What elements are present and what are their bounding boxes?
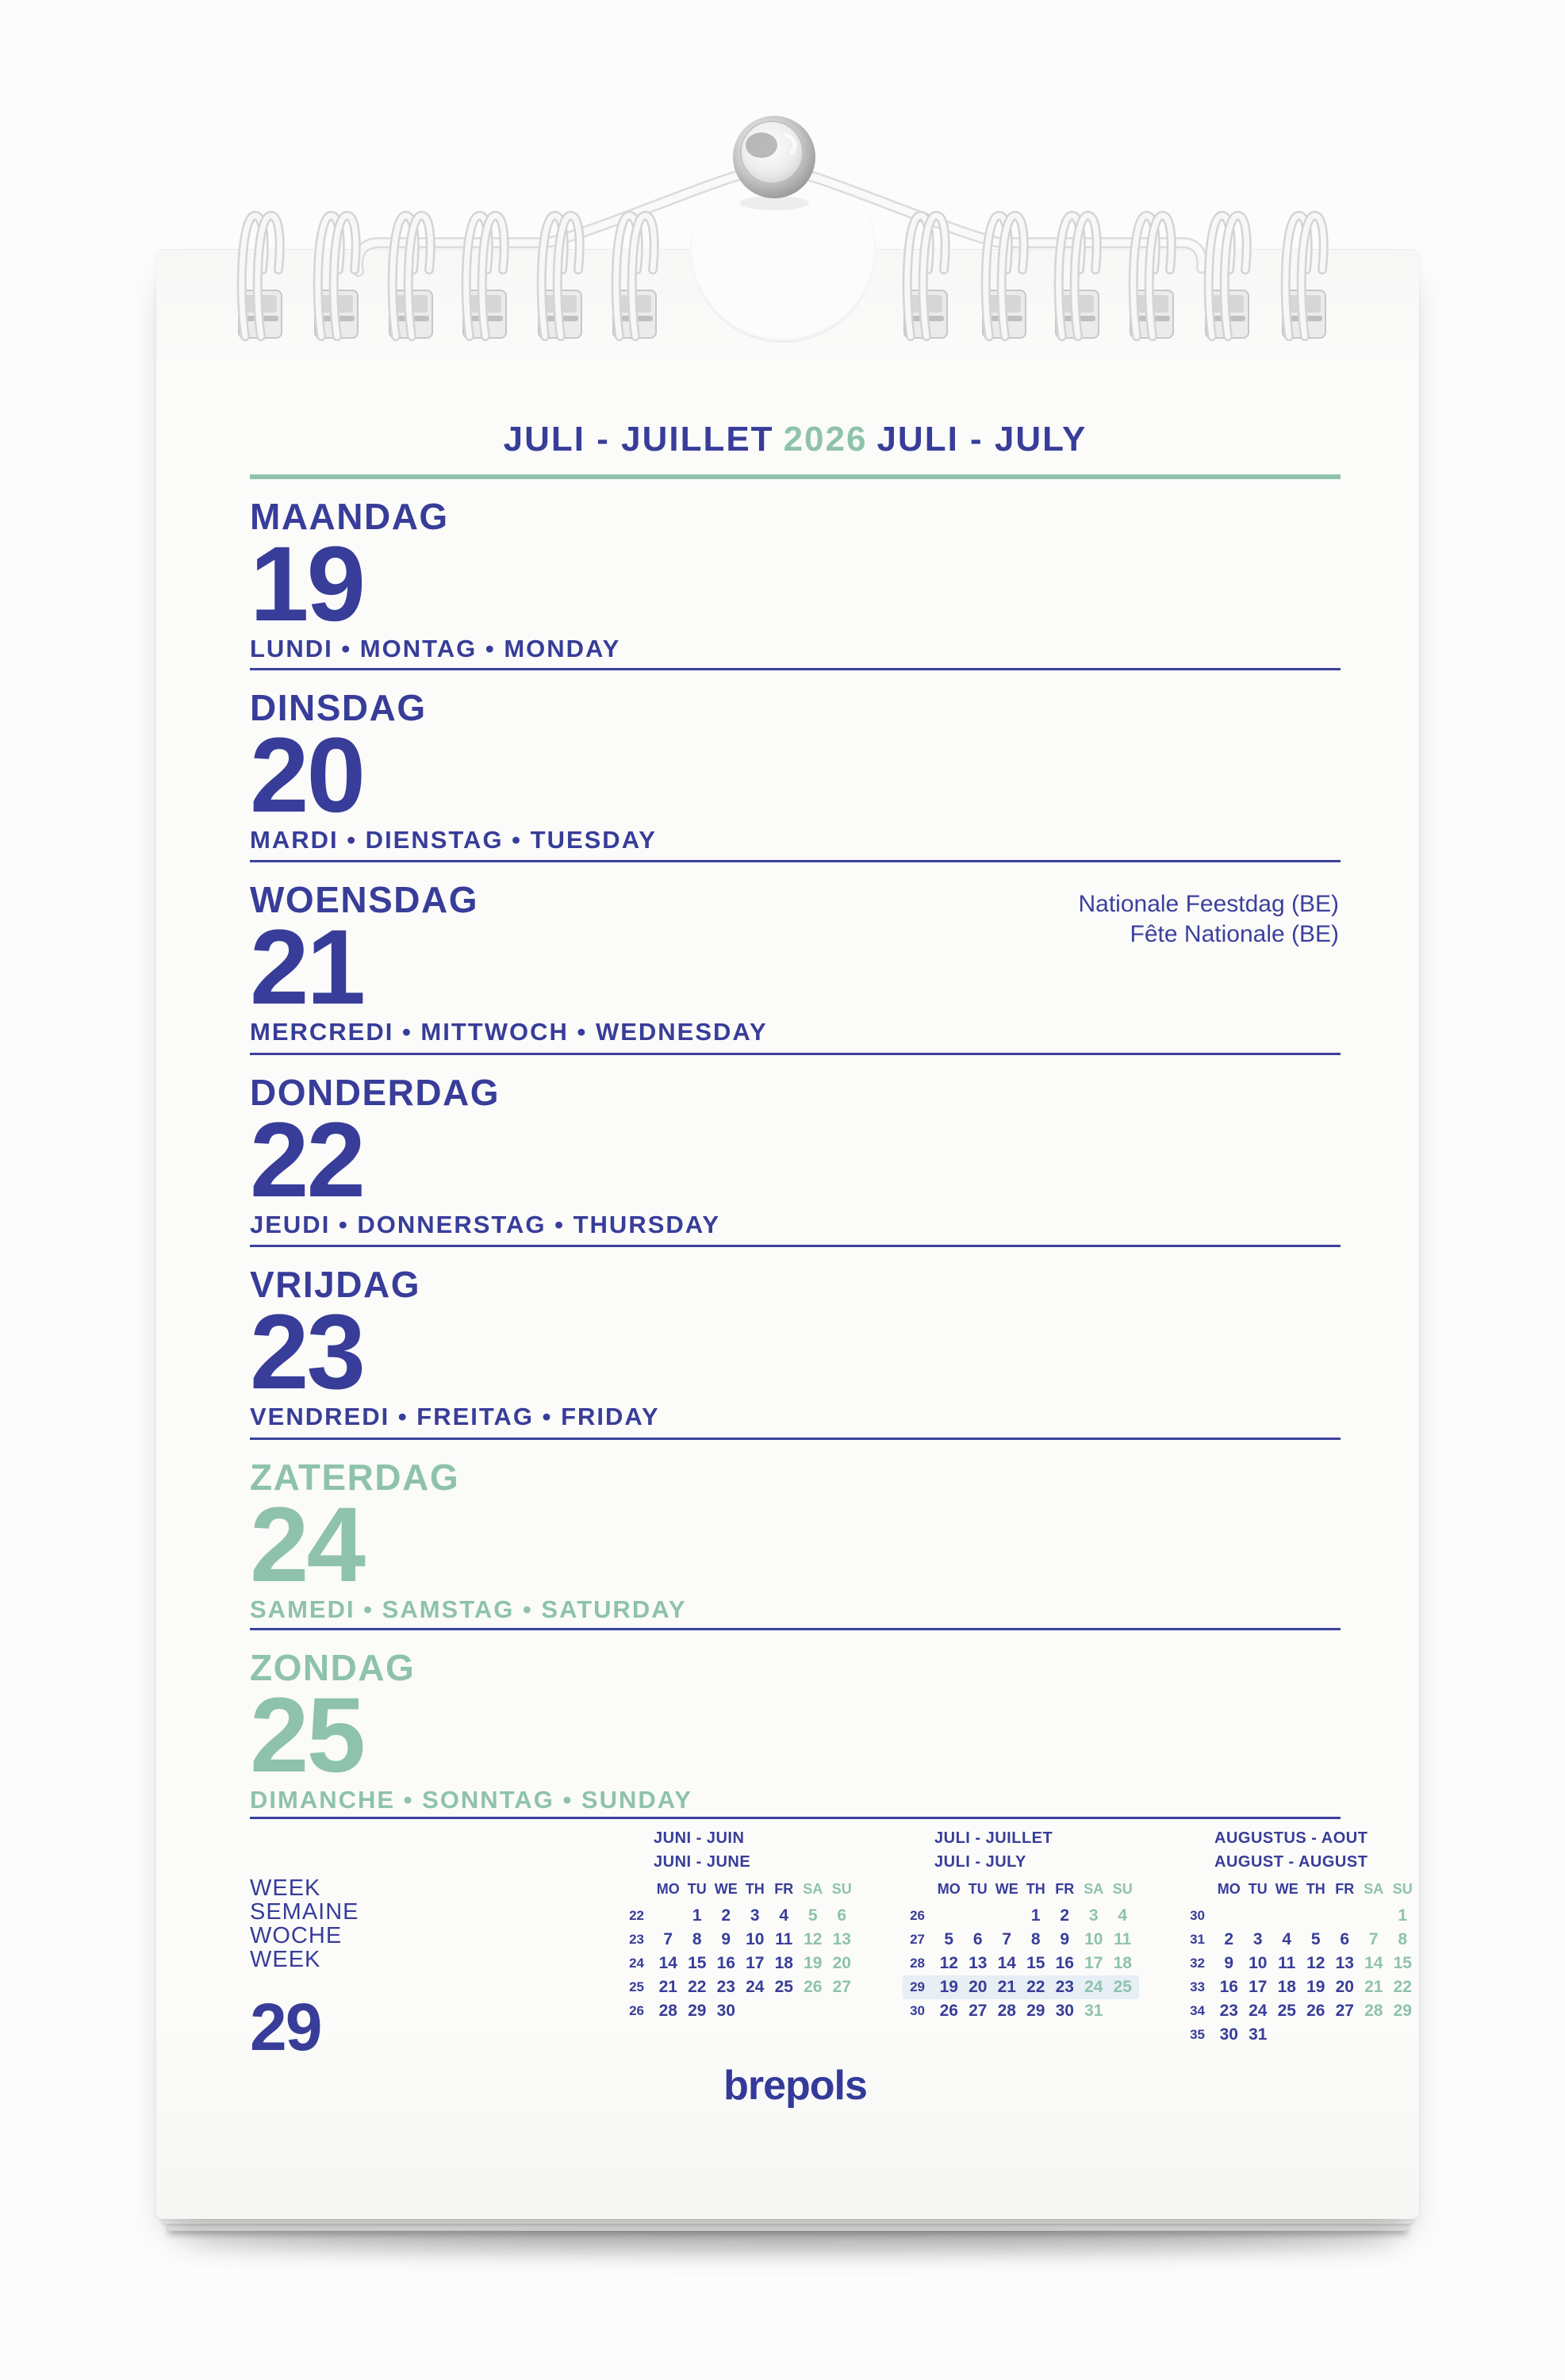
day-name: DINSDAG <box>250 687 427 728</box>
mini-date-cell: 21 <box>658 1978 677 1996</box>
mini-date-cell: 25 <box>774 1978 793 1996</box>
day-number: 19 <box>250 525 364 643</box>
mini-date-cell: 31 <box>1084 2002 1103 2020</box>
mini-week-row-22 <box>622 1904 858 1928</box>
mini-date-cell: 26 <box>804 1978 823 1996</box>
spiral-binding <box>0 0 1565 428</box>
week-panel <box>250 1876 359 2066</box>
day-name: DONDERDAG <box>250 1072 501 1113</box>
mini-day-header: FR <box>1055 1881 1075 1897</box>
mini-date-cell <box>1272 2023 1302 2047</box>
mini-date-cell <box>1108 1999 1137 2023</box>
day-translations: JEUDI • DONNERSTAG • THURSDAY <box>250 1211 720 1238</box>
mini-day-header: TH <box>1306 1881 1325 1897</box>
day-row-donderdag <box>250 1055 1341 1247</box>
week-label: WEEK <box>250 1875 321 1901</box>
day-name: ZONDAG <box>250 1647 416 1688</box>
mini-date-cell <box>1360 2023 1389 2047</box>
mini-date-cell <box>934 1904 964 1928</box>
mini-calendar-july <box>903 1826 1139 2023</box>
mini-date-cell: 17 <box>746 1954 765 1972</box>
mini-day-header: SA <box>1364 1881 1384 1897</box>
day-number: 21 <box>250 908 364 1027</box>
mini-title-line1: JUNI - JUIN <box>654 1829 745 1847</box>
mini-date-cell: 2 <box>1224 1930 1234 1948</box>
mini-date-cell: 27 <box>1335 2002 1354 2020</box>
mini-week-row-35 <box>1183 2023 1419 2047</box>
mini-date-cell <box>1272 1904 1302 1928</box>
mini-date-cell: 31 <box>1249 2025 1268 2044</box>
mini-date-cell: 15 <box>1393 1954 1412 1972</box>
mini-date-cell: 19 <box>804 1954 823 1972</box>
mini-date-cell: 22 <box>688 1978 707 1996</box>
mini-date-cell: 8 <box>1398 1930 1408 1948</box>
mini-day-header: SA <box>1084 1881 1104 1897</box>
day-translations: MARDI • DIENSTAG • TUESDAY <box>250 826 657 854</box>
mini-date-cell: 1 <box>1030 1906 1041 1925</box>
mini-day-header: MO <box>1217 1881 1241 1897</box>
mini-date-cell: 29 <box>1026 2002 1045 2020</box>
week-label: SEMAINE <box>250 1899 359 1925</box>
mini-week-number: 35 <box>1190 2027 1205 2042</box>
mini-date-cell: 13 <box>969 1954 988 1972</box>
mini-date-cell: 28 <box>658 2002 677 2020</box>
week-labels <box>250 1876 359 1971</box>
day-number: 20 <box>250 716 364 835</box>
day-name: MAANDAG <box>250 496 449 537</box>
mini-date-cell: 20 <box>1335 1978 1354 1996</box>
mini-week-number: 28 <box>910 1956 925 1971</box>
mini-date-cell <box>964 1904 993 1928</box>
mini-date-cell: 27 <box>969 2002 988 2020</box>
day-row-zaterdag <box>250 1440 1341 1630</box>
mini-date-cell <box>741 1999 770 2023</box>
mini-day-header: WE <box>995 1881 1018 1897</box>
day-number: 24 <box>250 1486 364 1604</box>
push-pin <box>733 116 815 210</box>
mini-date-cell: 21 <box>1364 1978 1383 1996</box>
mini-date-cell <box>1360 1904 1389 1928</box>
month-title-right: JULI - JULY <box>876 420 1087 459</box>
mini-date-cell: 22 <box>1393 1978 1412 1996</box>
mini-date-cell: 12 <box>939 1954 958 1972</box>
mini-date-cell: 28 <box>1364 2002 1383 2020</box>
mini-date-cell: 3 <box>1252 1930 1263 1948</box>
mini-date-cell: 13 <box>832 1930 851 1948</box>
mini-date-cell: 18 <box>1113 1954 1132 1972</box>
mini-week-number: 32 <box>1190 1956 1205 1971</box>
mini-date-cell: 17 <box>1084 1954 1103 1972</box>
mini-date-cell: 26 <box>1306 2002 1325 2020</box>
mini-day-header: WE <box>714 1881 738 1897</box>
mini-calendar-august <box>1183 1826 1419 2047</box>
mini-date-cell: 2 <box>721 1906 731 1925</box>
mini-week-number: 29 <box>910 1979 925 1994</box>
mini-date-cell: 5 <box>944 1930 954 1948</box>
mini-date-cell <box>1214 1904 1244 1928</box>
mini-date-cell: 29 <box>688 2002 707 2020</box>
mini-week-number: 27 <box>910 1932 925 1947</box>
mini-date-cell: 29 <box>1393 2002 1412 2020</box>
mini-week-row-24 <box>622 1952 858 1975</box>
mini-date-cell: 30 <box>716 2002 735 2020</box>
mini-week-number: 33 <box>1190 1979 1205 1994</box>
mini-date-cell: 19 <box>939 1978 958 1996</box>
day-name: WOENSDAG <box>250 879 478 920</box>
mini-date-cell: 16 <box>716 1954 735 1972</box>
mini-date-cell: 18 <box>774 1954 793 1972</box>
mini-week-number: 25 <box>629 1979 644 1994</box>
month-title-left: JULI - JUILLET <box>503 420 774 459</box>
mini-date-cell: 3 <box>1088 1906 1099 1925</box>
mini-date-cell: 13 <box>1335 1954 1354 1972</box>
mini-date-cell: 4 <box>1118 1906 1128 1925</box>
mini-date-cell: 10 <box>1249 1954 1268 1972</box>
mini-date-cell: 27 <box>832 1978 851 1996</box>
mini-weeknum-spacer <box>1183 1877 1214 1901</box>
holiday-note-line: Fête Nationale (BE) <box>1130 921 1339 947</box>
mini-date-cell: 20 <box>969 1978 988 1996</box>
mini-date-cell: 15 <box>688 1954 707 1972</box>
mini-date-cell: 8 <box>692 1930 702 1948</box>
mini-date-cell: 26 <box>939 2002 958 2020</box>
day-translations: LUNDI • MONTAG • MONDAY <box>250 635 621 662</box>
mini-week-number: 26 <box>629 2003 644 2018</box>
mini-date-cell: 30 <box>1219 2025 1238 2044</box>
mini-date-cell: 9 <box>721 1930 731 1948</box>
mini-date-cell: 11 <box>1114 1930 1132 1948</box>
day-translations: SAMEDI • SAMSTAG • SATURDAY <box>250 1595 687 1623</box>
mini-date-cell: 23 <box>1219 2002 1238 2020</box>
mini-date-cell <box>992 1904 1022 1928</box>
mini-day-header: SU <box>831 1881 852 1897</box>
mini-week-row-25 <box>622 1975 858 1999</box>
mini-date-cell: 24 <box>1249 2002 1268 2020</box>
mini-week-number: 22 <box>629 1908 644 1923</box>
mini-date-cell: 21 <box>997 1978 1016 1996</box>
mini-date-cell: 20 <box>832 1954 851 1972</box>
mini-date-cell: 4 <box>1282 1930 1292 1948</box>
mini-date-cell: 14 <box>997 1954 1016 1972</box>
mini-date-cell: 6 <box>972 1930 983 1948</box>
mini-date-cell: 4 <box>779 1906 789 1925</box>
mini-day-header: FR <box>1335 1881 1355 1897</box>
mini-date-cell: 16 <box>1219 1978 1238 1996</box>
day-row-maandag <box>250 479 1341 670</box>
mini-date-cell <box>799 1999 828 2023</box>
day-translations: DIMANCHE • SONNTAG • SUNDAY <box>250 1786 692 1814</box>
mini-date-cell: 9 <box>1060 1930 1070 1948</box>
mini-date-cell: 12 <box>804 1930 823 1948</box>
mini-day-header: TU <box>687 1881 707 1897</box>
mini-date-cell: 18 <box>1277 1978 1296 1996</box>
mini-week-number: 34 <box>1190 2003 1205 2018</box>
mini-day-header: MO <box>656 1881 680 1897</box>
day-row-vrijdag <box>250 1247 1341 1440</box>
mini-week-row-27 <box>903 1928 1139 1952</box>
day-row-woensdag <box>250 862 1341 1055</box>
mini-date-cell: 5 <box>807 1906 818 1925</box>
mini-week-row-26 <box>903 1904 1139 1928</box>
holiday-note-line: Nationale Feestdag (BE) <box>1078 891 1339 917</box>
mini-date-cell: 28 <box>997 2002 1016 2020</box>
day-rows <box>250 479 1341 1819</box>
mini-week-row-32 <box>1183 1952 1419 1975</box>
mini-date-cell: 7 <box>663 1930 673 1948</box>
mini-date-cell: 25 <box>1113 1978 1132 1996</box>
week-label: WEEK <box>250 1947 321 1972</box>
mini-day-header: TH <box>745 1881 765 1897</box>
mini-week-row-34 <box>1183 1999 1419 2023</box>
mini-week-row-30 <box>1183 1904 1419 1928</box>
mini-day-header: WE <box>1275 1881 1298 1897</box>
mini-date-cell: 23 <box>1055 1978 1074 1996</box>
mini-date-cell: 8 <box>1030 1930 1041 1948</box>
mini-week-row-23 <box>622 1928 858 1952</box>
day-row-zondag <box>250 1630 1341 1819</box>
mini-date-cell <box>1330 2023 1360 2047</box>
mini-date-cell: 22 <box>1026 1978 1045 1996</box>
mini-date-cell: 7 <box>1368 1930 1379 1948</box>
mini-week-number: 31 <box>1190 1932 1205 1947</box>
month-title-year: 2026 <box>783 420 868 459</box>
day-number: 23 <box>250 1293 364 1411</box>
mini-date-cell: 3 <box>750 1906 760 1925</box>
mini-date-cell: 19 <box>1306 1978 1325 1996</box>
mini-date-cell: 11 <box>775 1930 793 1948</box>
mini-date-cell <box>769 1999 799 2023</box>
binding-loops <box>239 216 1325 338</box>
mini-week-number: 30 <box>1190 1908 1205 1923</box>
mini-week-number: 23 <box>629 1932 644 1947</box>
mini-date-cell: 1 <box>692 1906 702 1925</box>
mini-date-cell: 15 <box>1026 1954 1045 1972</box>
calendar-content <box>250 250 1413 2219</box>
mini-week-row-26 <box>622 1999 858 2023</box>
mini-date-cell <box>1302 2023 1331 2047</box>
mini-date-cell: 1 <box>1398 1906 1408 1925</box>
mini-date-cell: 6 <box>837 1906 847 1925</box>
mini-week-row-29 <box>903 1975 1139 1999</box>
mini-date-cell <box>654 1904 683 1928</box>
mini-day-header-row <box>1183 1877 1419 1901</box>
mini-date-cell <box>1330 1904 1360 1928</box>
week-label: WOCHE <box>250 1923 343 1948</box>
day-name: VRIJDAG <box>250 1264 420 1305</box>
mini-date-cell: 12 <box>1306 1954 1325 1972</box>
mini-week-row-31 <box>1183 1928 1419 1952</box>
brand-logo: brepols <box>723 2063 867 2109</box>
mini-week-row-28 <box>903 1952 1139 1975</box>
mini-day-header-row <box>903 1877 1139 1901</box>
day-translations: VENDREDI • FREITAG • FRIDAY <box>250 1403 660 1430</box>
mini-date-cell <box>1302 1904 1331 1928</box>
mini-date-cell: 16 <box>1055 1954 1074 1972</box>
mini-date-cell: 5 <box>1310 1930 1321 1948</box>
mini-day-header: TU <box>1248 1881 1268 1897</box>
mini-date-cell: 23 <box>716 1978 735 1996</box>
mini-week-number: 30 <box>910 2003 925 2018</box>
mini-day-header: SA <box>803 1881 823 1897</box>
mini-date-cell: 6 <box>1340 1930 1350 1948</box>
mini-date-cell: 11 <box>1278 1954 1296 1972</box>
mini-weeknum-spacer <box>903 1877 934 1901</box>
mini-date-cell: 2 <box>1060 1906 1070 1925</box>
holiday-note <box>1078 889 1339 950</box>
mini-week-row-33 <box>1183 1975 1419 1999</box>
mini-day-header: SU <box>1112 1881 1133 1897</box>
mini-date-cell: 24 <box>1084 1978 1103 1996</box>
day-number: 25 <box>250 1676 364 1795</box>
mini-date-cell: 9 <box>1224 1954 1234 1972</box>
mini-title-line1: AUGUSTUS - AOUT <box>1214 1829 1368 1847</box>
mini-date-cell <box>1244 1904 1273 1928</box>
day-row-dinsdag <box>250 670 1341 862</box>
mini-title-line2: AUGUST - AUGUST <box>1214 1853 1368 1871</box>
mini-week-number: 24 <box>629 1956 644 1971</box>
mini-date-cell: 10 <box>746 1930 765 1948</box>
mini-date-cell: 30 <box>1055 2002 1074 2020</box>
mini-day-header: MO <box>937 1881 961 1897</box>
day-name: ZATERDAG <box>250 1457 460 1498</box>
mini-date-cell <box>1388 2023 1417 2047</box>
mini-title-line2: JUNI - JUNE <box>654 1853 751 1871</box>
mini-date-cell <box>827 1999 857 2023</box>
mini-date-cell: 17 <box>1249 1978 1268 1996</box>
mini-date-cell: 14 <box>1364 1954 1383 1972</box>
mini-date-cell: 10 <box>1084 1930 1103 1948</box>
mini-title-line1: JULI - JUILLET <box>934 1829 1053 1847</box>
mini-date-cell: 25 <box>1277 2002 1296 2020</box>
mini-day-header: FR <box>774 1881 794 1897</box>
calendar-sheet <box>156 249 1419 2219</box>
mini-week-number: 26 <box>910 1908 925 1923</box>
mini-date-cell: 14 <box>658 1954 677 1972</box>
mini-day-header: TU <box>968 1881 988 1897</box>
mini-weeknum-spacer <box>622 1877 654 1901</box>
mini-week-row-30 <box>903 1999 1139 2023</box>
day-number: 22 <box>250 1101 364 1219</box>
mini-date-cell: 7 <box>1002 1930 1012 1948</box>
mini-calendar-june <box>622 1826 858 2023</box>
mini-date-cell: 24 <box>746 1978 765 1996</box>
mini-title-line2: JULI - JULY <box>934 1853 1026 1871</box>
week-number: 29 <box>250 1990 321 2064</box>
mini-day-header: SU <box>1392 1881 1413 1897</box>
mini-day-header-row <box>622 1877 858 1901</box>
mini-day-header: TH <box>1026 1881 1045 1897</box>
day-translations: MERCREDI • MITTWOCH • WEDNESDAY <box>250 1018 768 1046</box>
